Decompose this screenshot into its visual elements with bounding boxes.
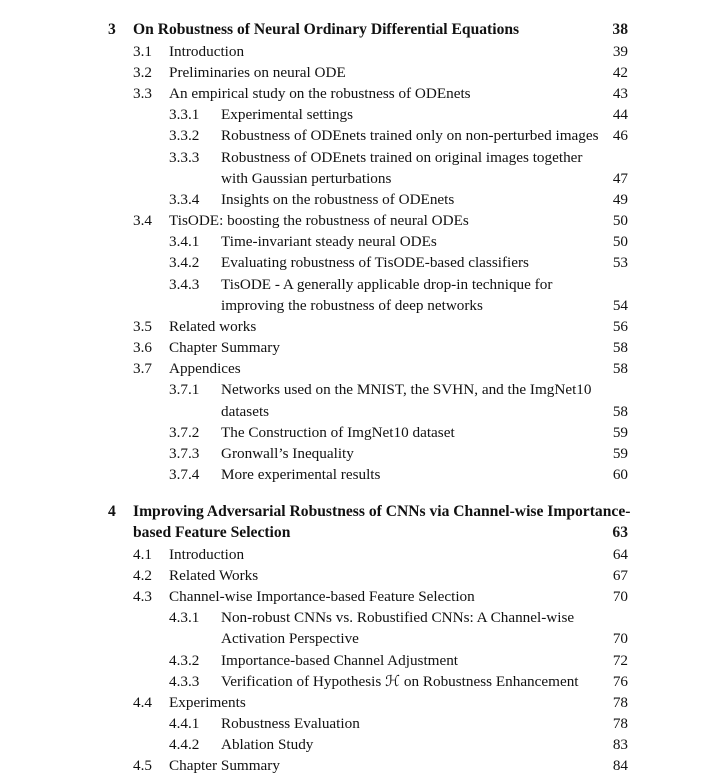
section-number: 3.7.3: [169, 445, 200, 462]
page-number: 50: [612, 233, 628, 250]
page-number: 47: [612, 170, 628, 187]
page-number: 84: [612, 757, 628, 774]
section-title-continued: with Gaussian perturbations: [221, 170, 392, 187]
section-title: Time-invariant steady neural ODEs: [221, 233, 437, 250]
chapter-3-heading[interactable]: [0, 19, 724, 40]
page-number: 58: [612, 403, 628, 420]
section-number: 3.4.3: [169, 276, 200, 293]
section-title-continued: Activation Perspective: [221, 630, 359, 647]
section-title: Experiments: [169, 694, 246, 711]
toc-entry-4-5[interactable]: [0, 755, 724, 776]
section-number: 4.2: [133, 567, 152, 584]
toc-entry-3-3[interactable]: [0, 83, 724, 104]
chapter-4-heading-cont[interactable]: [0, 522, 724, 543]
section-title-continued: datasets: [221, 403, 270, 420]
section-number: 3.3: [133, 85, 152, 102]
section-title: TisODE - A generally applicable drop-in technique for: [221, 276, 553, 293]
section-number: 3.3.2: [169, 127, 200, 144]
section-title: More experimental results: [221, 466, 381, 483]
section-number: 4.3.3: [169, 673, 200, 690]
page-number: 76: [612, 673, 628, 690]
toc-entry-3-7[interactable]: [0, 358, 724, 379]
toc-entry-4-4[interactable]: [0, 692, 724, 713]
toc-entry-3-7-1[interactable]: [0, 379, 724, 400]
toc-entry-3-3-3[interactable]: [0, 147, 724, 168]
page-number: 56: [612, 318, 628, 335]
section-title: Related Works: [169, 567, 259, 584]
section-title: Robustness Evaluation: [221, 715, 360, 732]
section-title: Gronwall’s Inequality: [221, 445, 354, 462]
section-title-continued: improving the robustness of deep networks: [221, 297, 483, 314]
page-number: 49: [612, 191, 628, 208]
section-number: 3.1: [133, 43, 152, 60]
toc-entry-3-3-2[interactable]: [0, 125, 724, 146]
toc-entry-3-3-1[interactable]: [0, 104, 724, 125]
toc-entry-3-6[interactable]: [0, 337, 724, 358]
toc-entry-4-2[interactable]: [0, 565, 724, 586]
page-number: 46: [612, 127, 628, 144]
chapter-number: 3: [108, 21, 116, 38]
section-title: TisODE: boosting the robustness of neural ODEs: [169, 212, 469, 229]
toc-entry-3-3-3-cont[interactable]: [0, 168, 724, 189]
toc-entry-4-4-2[interactable]: [0, 734, 724, 755]
page-number: 83: [612, 736, 628, 753]
page-number: 39: [612, 43, 628, 60]
toc-entry-3-7-3[interactable]: [0, 443, 724, 464]
section-number: 3.5: [133, 318, 152, 335]
page-number: 42: [612, 64, 628, 81]
section-number: 4.3: [133, 588, 152, 605]
toc-entry-3-7-1-cont[interactable]: [0, 401, 724, 422]
page-number: 70: [612, 588, 628, 605]
section-title: Experimental settings: [221, 106, 354, 123]
section-number: 3.3.1: [169, 106, 200, 123]
toc-entry-3-3-4[interactable]: [0, 189, 724, 210]
section-number: 3.7.1: [169, 381, 200, 398]
chapter-number: 4: [108, 503, 116, 520]
section-number: 4.4.2: [169, 736, 200, 753]
page-number: 78: [612, 694, 628, 711]
chapter-4-heading[interactable]: [0, 501, 724, 522]
section-title: Networks used on the MNIST, the SVHN, and the ImgNet10: [221, 381, 592, 398]
page-number: 44: [612, 106, 628, 123]
toc-entry-4-1[interactable]: [0, 544, 724, 565]
toc-entry-3-4-3-cont[interactable]: [0, 295, 724, 316]
toc-entry-3-5[interactable]: [0, 316, 724, 337]
page-number: 50: [612, 212, 628, 229]
section-title: Preliminaries on neural ODE: [169, 64, 346, 81]
toc-entry-4-3-1-cont[interactable]: [0, 628, 724, 649]
page-number: 78: [612, 715, 628, 732]
section-number: 3.6: [133, 339, 152, 356]
section-number: 3.4: [133, 212, 152, 229]
section-number: 3.2: [133, 64, 152, 81]
section-title: Chapter Summary: [169, 757, 280, 774]
toc-entry-3-4[interactable]: [0, 210, 724, 231]
section-number: 3.3.4: [169, 191, 200, 208]
toc-entry-4-3-2[interactable]: [0, 650, 724, 671]
section-number: 4.3.1: [169, 609, 200, 626]
section-title: The Construction of ImgNet10 dataset: [221, 424, 455, 441]
section-title: Non-robust CNNs vs. Robustified CNNs: A Channel-wise: [221, 609, 575, 626]
chapter-title-continued: based Feature Selection: [133, 524, 291, 541]
page-number: 59: [612, 445, 628, 462]
toc-entry-4-3-3[interactable]: [0, 671, 724, 692]
page-number: 58: [612, 339, 628, 356]
section-number: 3.7.4: [169, 466, 200, 483]
section-number: 3.7.2: [169, 424, 200, 441]
toc-entry-4-3-1[interactable]: [0, 607, 724, 628]
chapter-title: On Robustness of Neural Ordinary Differential Equations: [133, 21, 520, 38]
section-title: Verification of Hypothesis ℋ on Robustness Enhancement: [221, 673, 579, 690]
page-number: 60: [612, 466, 628, 483]
section-title: Insights on the robustness of ODEnets: [221, 191, 455, 208]
page-number: 63: [612, 524, 628, 541]
page-number: 67: [612, 567, 628, 584]
toc-entry-3-7-4[interactable]: [0, 464, 724, 485]
section-number: 3.3.3: [169, 149, 200, 166]
section-number: 4.1: [133, 546, 152, 563]
toc-entry-3-7-2[interactable]: [0, 422, 724, 443]
section-title: Importance-based Channel Adjustment: [221, 652, 459, 669]
page-number: 58: [612, 360, 628, 377]
chapter-title: Improving Adversarial Robustness of CNNs via Channel-wise Importance-: [133, 503, 631, 520]
section-number: 4.5: [133, 757, 152, 774]
section-number: 3.4.2: [169, 254, 200, 271]
section-title: Ablation Study: [221, 736, 314, 753]
toc-entry-3-2[interactable]: [0, 62, 724, 83]
section-title: Introduction: [169, 43, 245, 60]
page-number: 64: [612, 546, 628, 563]
toc-entry-3-4-3[interactable]: [0, 274, 724, 295]
toc-entry-4-3[interactable]: [0, 586, 724, 607]
section-number: 4.4.1: [169, 715, 200, 732]
toc-entry-3-4-2[interactable]: [0, 252, 724, 273]
section-title: Introduction: [169, 546, 245, 563]
section-title: Appendices: [169, 360, 241, 377]
section-number: 4.3.2: [169, 652, 200, 669]
section-title: Channel-wise Importance-based Feature Selection: [169, 588, 475, 605]
section-number: 4.4: [133, 694, 152, 711]
page-number: 54: [612, 297, 628, 314]
page-number: 72: [612, 652, 628, 669]
toc-entry-3-4-1[interactable]: [0, 231, 724, 252]
toc-entry-3-1[interactable]: [0, 41, 724, 62]
section-title: Evaluating robustness of TisODE-based classifiers: [221, 254, 529, 271]
section-title: Robustness of ODEnets trained on original images together: [221, 149, 583, 166]
page-number: 53: [612, 254, 628, 271]
section-number: 3.4.1: [169, 233, 200, 250]
page-number: 70: [612, 630, 628, 647]
section-number: 3.7: [133, 360, 152, 377]
section-title: Chapter Summary: [169, 339, 280, 356]
page-number: 38: [612, 21, 628, 38]
section-title: Robustness of ODEnets trained only on non-perturbed images: [221, 127, 599, 144]
page-number: 59: [612, 424, 628, 441]
section-title: An empirical study on the robustness of ODEnets: [169, 85, 471, 102]
section-title: Related works: [169, 318, 257, 335]
page-number: 43: [612, 85, 628, 102]
toc-entry-4-4-1[interactable]: [0, 713, 724, 734]
